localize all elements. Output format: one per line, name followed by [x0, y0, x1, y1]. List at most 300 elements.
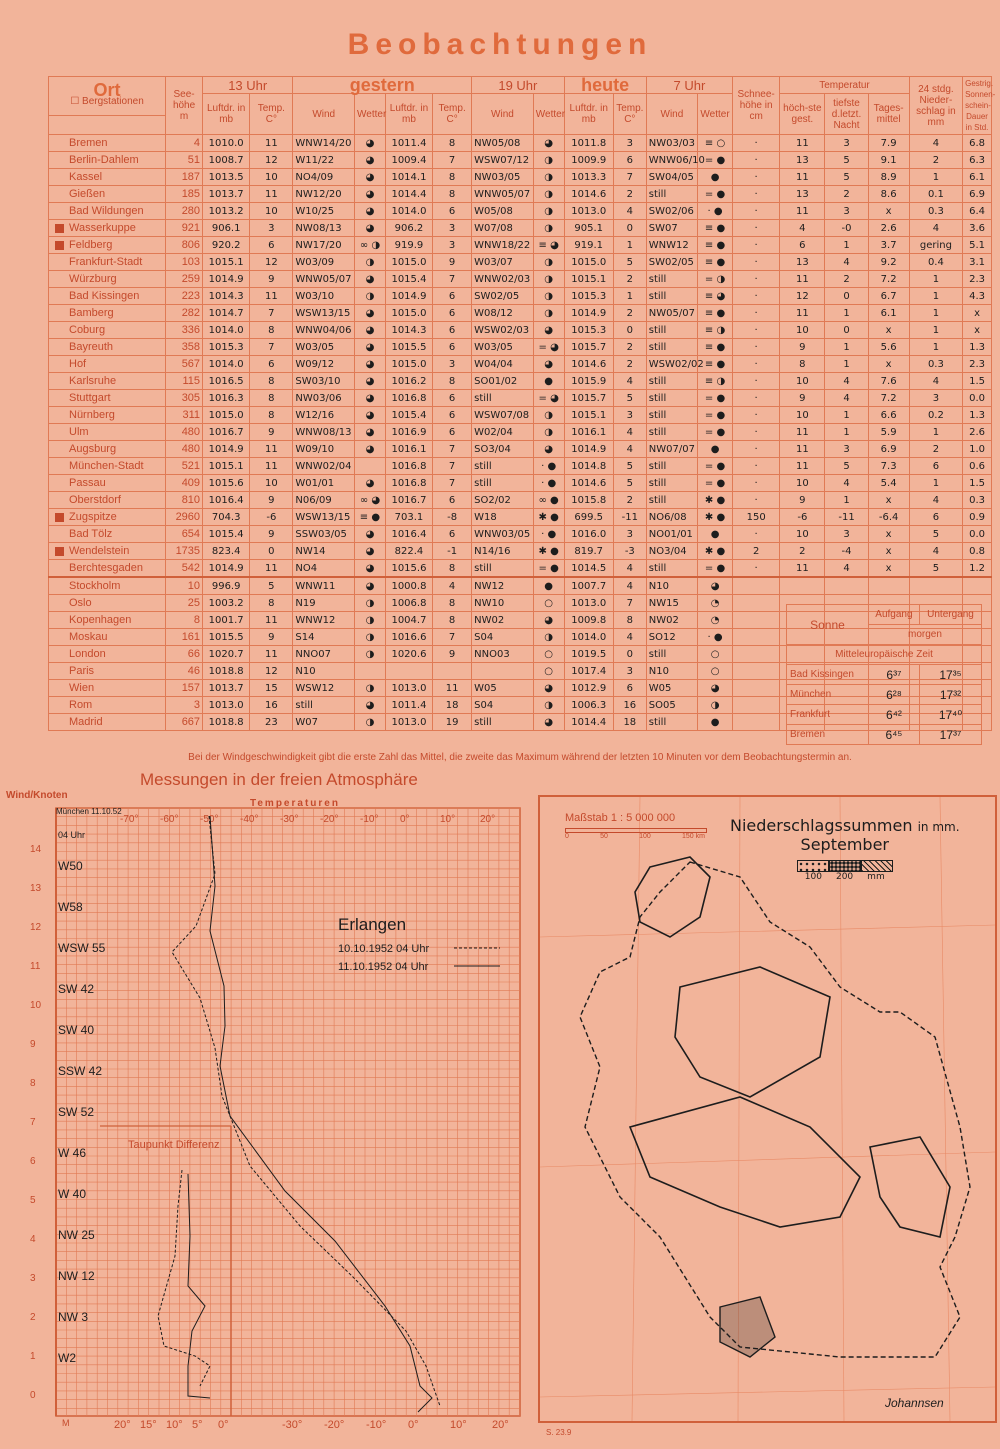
station-name: Würzburg — [49, 271, 166, 288]
sun-rise: 6⁴⁵ — [868, 725, 919, 745]
cell-tm: 7.3 — [868, 458, 909, 475]
cell-t19: 7 — [433, 475, 472, 492]
cell-ns: 0.4 — [909, 254, 962, 271]
dewpoint-tick: 10° — [166, 1419, 183, 1431]
sun-row — [787, 665, 982, 685]
station-altitude: 10 — [166, 577, 203, 595]
cell-p19: 1016.8 — [385, 458, 432, 475]
cell-sn: · — [733, 169, 780, 186]
cell-w13: NO4 — [293, 560, 355, 578]
top-temp-tick: -70° — [120, 814, 139, 825]
wind-19: Wind — [472, 94, 534, 135]
cell-ns: gering — [909, 237, 962, 254]
corner-label-2: 04 Uhr — [58, 830, 86, 840]
cell-w19: W03/07 — [472, 254, 534, 271]
cell-x13: ◕ — [355, 526, 386, 543]
cell-w19: still — [472, 458, 534, 475]
cell-x7: = ● — [698, 390, 733, 407]
cell-tm: 2.6 — [868, 220, 909, 237]
cell-w19: WSW02/03 — [472, 322, 534, 339]
cell-t7: 0 — [613, 220, 646, 237]
cell-t19: 9 — [433, 254, 472, 271]
cell-hi: 10 — [780, 475, 825, 492]
atmo-title: Messungen in der freien Atmosphäre — [140, 770, 418, 789]
station-altitude: 25 — [166, 595, 203, 612]
cell-x19: ○ — [533, 595, 564, 612]
scale-tick-3: 150 km — [682, 833, 705, 840]
cell-w7: WNW06/10 — [646, 152, 697, 169]
signature: Johannsen — [885, 1396, 944, 1410]
cell-p7: 1015.7 — [564, 390, 613, 407]
cell-tm: x — [868, 526, 909, 543]
cell-ns: 0.3 — [909, 203, 962, 220]
station-altitude: 480 — [166, 424, 203, 441]
cell-p13: 1014.9 — [203, 560, 250, 578]
cell-t7: 6 — [613, 152, 646, 169]
cell-p13: 823.4 — [203, 543, 250, 560]
cell-sd: x — [963, 322, 992, 339]
cell-t13: 11 — [250, 441, 293, 458]
cell-x13: ◕ — [355, 577, 386, 595]
cell-w13: still — [293, 697, 355, 714]
cell-x19: ◑ — [533, 629, 564, 646]
cell-t19: 6 — [433, 424, 472, 441]
station-name: Bayreuth — [49, 339, 166, 356]
cell-sn: · — [733, 322, 780, 339]
cell-p19: 1004.7 — [385, 612, 432, 629]
station-name: Stuttgart — [49, 390, 166, 407]
table-row — [49, 424, 992, 441]
cell-p19: 1015.0 — [385, 356, 432, 373]
temp-19: Temp. C° — [433, 94, 472, 135]
sun-table — [786, 604, 982, 745]
cell-sd: 1.3 — [963, 339, 992, 356]
cell-sd: 6.4 — [963, 203, 992, 220]
cell-p19: 1015.0 — [385, 305, 432, 322]
cell-x7: ● — [698, 441, 733, 458]
cell-x13: ◕ — [355, 407, 386, 424]
cell-sd: 1.2 — [963, 560, 992, 578]
cell-t19: 7 — [433, 271, 472, 288]
cell-x19: ≡ ◕ — [533, 237, 564, 254]
cell-w13: NW14 — [293, 543, 355, 560]
cell-x7: ◑ — [698, 697, 733, 714]
cell-sn — [733, 577, 780, 595]
cell-t7: 6 — [613, 680, 646, 697]
cell-w13: W09/10 — [293, 441, 355, 458]
cell-hi: 8 — [780, 356, 825, 373]
temp-curve-1110 — [210, 816, 432, 1412]
cell-x7: · ● — [698, 203, 733, 220]
cell-t19: -1 — [433, 543, 472, 560]
cell-t19: 4 — [433, 577, 472, 595]
cell-p19: 1016.1 — [385, 441, 432, 458]
cell-t19: 8 — [433, 186, 472, 203]
cell-t19: 6 — [433, 492, 472, 509]
cell-p13: 1015.6 — [203, 475, 250, 492]
cell-p7: 1007.7 — [564, 577, 613, 595]
cell-t7: 7 — [613, 595, 646, 612]
cell-sd: 6.1 — [963, 169, 992, 186]
station-altitude: 654 — [166, 526, 203, 543]
cell-t13: 8 — [250, 390, 293, 407]
cell-hi: 9 — [780, 492, 825, 509]
cell-w19: NNO03 — [472, 646, 534, 663]
cell-t13: 12 — [250, 663, 293, 680]
cell-w13: W07 — [293, 714, 355, 731]
station-name: Oslo — [49, 595, 166, 612]
table-row — [49, 492, 992, 509]
cell-ns: 1 — [909, 288, 962, 305]
cell-w7: still — [646, 186, 697, 203]
cell-ns: 1 — [909, 475, 962, 492]
cell-w19: SO3/04 — [472, 441, 534, 458]
temperatur-header: Temperatur — [780, 77, 909, 94]
sun-city: München — [787, 685, 869, 705]
cell-t13: 7 — [250, 339, 293, 356]
hoechste-header: höch-ste gest. — [780, 94, 825, 135]
cell-hi: 11 — [780, 203, 825, 220]
cell-p7: 1009.9 — [564, 152, 613, 169]
sun-zone: Mitteleuropäische Zeit — [787, 645, 982, 665]
cell-t13: -6 — [250, 509, 293, 526]
legend-tick-2: mm — [867, 872, 885, 882]
sun-row — [787, 705, 982, 725]
cell-sd — [963, 577, 992, 595]
cell-t19: 6 — [433, 305, 472, 322]
wind-note: Bei der Windgeschwindigkeit gibt die erste Zahl das Mittel, die zweite das Maximum während der letzten 10 Minuten vor dem Beobachtungstermin an. — [188, 752, 852, 763]
cell-t19: 6 — [433, 288, 472, 305]
cell-p19: 1009.4 — [385, 152, 432, 169]
cell-t7: 5 — [613, 458, 646, 475]
cell-sn: · — [733, 305, 780, 322]
cell-ns: 1 — [909, 339, 962, 356]
table-row — [49, 135, 992, 152]
cell-ns: 3 — [909, 390, 962, 407]
cell-t7: 2 — [613, 339, 646, 356]
cell-p13: 1014.7 — [203, 305, 250, 322]
atmo-grid — [56, 808, 520, 1416]
cell-t13: 8 — [250, 373, 293, 390]
schnee-header: Schnee-höhe in cm — [733, 77, 780, 135]
cell-p13: 704.3 — [203, 509, 250, 526]
cell-t13: 11 — [250, 135, 293, 152]
cell-t7: 4 — [613, 424, 646, 441]
sonne-header: Gestrig. Sonnen-schein-Dauer in Std. — [963, 77, 992, 135]
station-altitude: 8 — [166, 612, 203, 629]
sun-city: Frankfurt — [787, 705, 869, 725]
height-tick: 6 — [30, 1156, 36, 1167]
map-precip-area-4 — [870, 1137, 950, 1237]
top-temp-tick: 10° — [440, 814, 456, 825]
cell-x13: ◕ — [355, 186, 386, 203]
bottom-temp-tick: -10° — [366, 1419, 387, 1431]
station-altitude: 521 — [166, 458, 203, 475]
cell-hi: 10 — [780, 373, 825, 390]
ort-spacer — [49, 116, 166, 135]
cell-t13: 8 — [250, 595, 293, 612]
cell-ns: 5 — [909, 526, 962, 543]
cell-hi: 11 — [780, 458, 825, 475]
luftdr-7: Luftdr. in mb — [564, 94, 613, 135]
cell-w7: still — [646, 560, 697, 578]
cell-t7: 8 — [613, 612, 646, 629]
cell-x13: ◕ — [355, 356, 386, 373]
cell-lo: 1 — [825, 492, 868, 509]
cell-w7: NO6/08 — [646, 509, 697, 526]
cell-p19: 1016.8 — [385, 390, 432, 407]
cell-w19: S04 — [472, 629, 534, 646]
height-tick: 5 — [30, 1195, 36, 1206]
height-tick: 11 — [30, 961, 41, 972]
cell-w19 — [472, 663, 534, 680]
cell-x19: ✱ ● — [533, 543, 564, 560]
cell-hi: 11 — [780, 135, 825, 152]
cell-sd: 0.3 — [963, 492, 992, 509]
scale-tick-1: 50 — [600, 833, 608, 840]
cell-x13 — [355, 663, 386, 680]
cell-t7: 5 — [613, 254, 646, 271]
cell-p7: 1015.0 — [564, 254, 613, 271]
cell-w7: NW15 — [646, 595, 697, 612]
cell-lo: 5 — [825, 458, 868, 475]
cell-x7: = ● — [698, 475, 733, 492]
cell-t19: 8 — [433, 612, 472, 629]
cell-x13: ◕ — [355, 441, 386, 458]
height-tick: 10 — [30, 1000, 42, 1011]
cell-x19: ◑ — [533, 152, 564, 169]
cell-tm: -6.4 — [868, 509, 909, 526]
station-altitude: 567 — [166, 356, 203, 373]
cell-t13: 10 — [250, 203, 293, 220]
cell-w7: SW02/05 — [646, 254, 697, 271]
cell-hi: 11 — [780, 305, 825, 322]
station-altitude: 1735 — [166, 543, 203, 560]
cell-x7: ● — [698, 169, 733, 186]
station-name: Moskau — [49, 629, 166, 646]
cell-x19: · ● — [533, 458, 564, 475]
cell-w19: still — [472, 560, 534, 578]
cell-hi: 10 — [780, 526, 825, 543]
temp-axis-label: Temperaturen — [250, 798, 340, 809]
cell-t19: 6 — [433, 203, 472, 220]
station-altitude: 480 — [166, 441, 203, 458]
cell-sd: 1.5 — [963, 373, 992, 390]
top-temp-tick: -60° — [160, 814, 179, 825]
cell-x19: ◑ — [533, 288, 564, 305]
cell-t19: 7 — [433, 152, 472, 169]
luftdr-19: Luftdr. in mb — [385, 94, 432, 135]
cell-p7: 1015.7 — [564, 339, 613, 356]
cell-lo: 4 — [825, 373, 868, 390]
cell-p13: 1013.5 — [203, 169, 250, 186]
scale-tick-0: 0 — [565, 833, 569, 840]
cell-t7: 2 — [613, 305, 646, 322]
cell-x7: ◕ — [698, 577, 733, 595]
cell-w19: W05/08 — [472, 203, 534, 220]
cell-t19: 7 — [433, 441, 472, 458]
cell-t19: 9 — [433, 646, 472, 663]
cell-t19: 6 — [433, 390, 472, 407]
cell-p7: 1014.9 — [564, 441, 613, 458]
cell-x13: ◑ — [355, 680, 386, 697]
cell-sd: 2.3 — [963, 271, 992, 288]
legend-tick-1: 200 — [835, 872, 854, 882]
cell-p13: 920.2 — [203, 237, 250, 254]
cell-sn: 2 — [733, 543, 780, 560]
cell-t13: 0 — [250, 543, 293, 560]
cell-w13: WNW05/07 — [293, 271, 355, 288]
station-name: Kopenhagen — [49, 612, 166, 629]
map-precip-area-5 — [720, 1297, 775, 1357]
cell-t7: 2 — [613, 492, 646, 509]
sun-label: Sonne — [787, 605, 869, 645]
cell-w19: NW10 — [472, 595, 534, 612]
temp-7: Temp. C° — [613, 94, 646, 135]
station-name: London — [49, 646, 166, 663]
cell-w13: NO4/09 — [293, 169, 355, 186]
cell-w7: NW02 — [646, 612, 697, 629]
table-row — [49, 407, 992, 424]
cell-sn: · — [733, 407, 780, 424]
cell-w19: W04/04 — [472, 356, 534, 373]
cell-x19: ◕ — [533, 356, 564, 373]
cell-x19: ◑ — [533, 220, 564, 237]
cell-sn: · — [733, 186, 780, 203]
sun-rise: 6³⁷ — [868, 665, 919, 685]
cell-tm — [868, 577, 909, 595]
legend-2: 11.10.1952 04 Uhr — [338, 961, 429, 973]
table-row — [49, 560, 992, 578]
station-altitude: 3 — [166, 697, 203, 714]
cell-ns: 1 — [909, 271, 962, 288]
cell-sd: 0.0 — [963, 526, 992, 543]
cell-w19: W02/04 — [472, 424, 534, 441]
cell-w7: N10 — [646, 577, 697, 595]
cell-t7: 5 — [613, 475, 646, 492]
cell-p19: 1006.8 — [385, 595, 432, 612]
cell-w19: W05 — [472, 680, 534, 697]
cell-t19: 8 — [433, 135, 472, 152]
cell-w7: still — [646, 475, 697, 492]
cell-t19: 18 — [433, 697, 472, 714]
cell-tm: 5.4 — [868, 475, 909, 492]
cell-sn: · — [733, 152, 780, 169]
cell-x7: · ● — [698, 629, 733, 646]
cell-t7: 1 — [613, 237, 646, 254]
table-row — [49, 305, 992, 322]
cell-sn: 150 — [733, 509, 780, 526]
table-row — [49, 543, 992, 560]
cell-t13: 11 — [250, 560, 293, 578]
cell-x7: = ● — [698, 458, 733, 475]
height-tick: 14 — [30, 844, 42, 855]
station-name: Ulm — [49, 424, 166, 441]
cell-p13: 1014.0 — [203, 356, 250, 373]
cell-ns: 1 — [909, 424, 962, 441]
cell-lo: 4 — [825, 390, 868, 407]
cell-w13: W03/05 — [293, 339, 355, 356]
cell-w19: WSW07/08 — [472, 407, 534, 424]
cell-p19: 1014.3 — [385, 322, 432, 339]
top-temp-tick: -30° — [280, 814, 299, 825]
cell-w13: W09/12 — [293, 356, 355, 373]
cell-ns: 4 — [909, 135, 962, 152]
cell-x19: ● — [533, 577, 564, 595]
cell-x13: ◑ — [355, 612, 386, 629]
tiefste-header: tiefste d.letzt. Nacht — [825, 94, 868, 135]
wetter-13: Wetter — [355, 94, 386, 135]
cell-x19: ◕ — [533, 714, 564, 731]
height-tick: 9 — [30, 1039, 36, 1050]
cell-sn — [733, 629, 780, 646]
station-altitude: 280 — [166, 203, 203, 220]
cell-sn — [733, 714, 780, 731]
station-name: Madrid — [49, 714, 166, 731]
cell-w13: NW12/20 — [293, 186, 355, 203]
cell-sn — [733, 612, 780, 629]
cell-tm: 7.9 — [868, 135, 909, 152]
cell-w13: W11/22 — [293, 152, 355, 169]
cell-w19: SO01/02 — [472, 373, 534, 390]
cell-w13: WNW12 — [293, 612, 355, 629]
table-row — [49, 271, 992, 288]
cell-x19: · ● — [533, 526, 564, 543]
cell-t19: 8 — [433, 169, 472, 186]
h13-header: 13 Uhr — [203, 77, 293, 94]
cell-x7: ◔ — [698, 595, 733, 612]
cell-w19: WNW03/05 — [472, 526, 534, 543]
station-altitude: 187 — [166, 169, 203, 186]
atmosphere-chart — [0, 786, 530, 1449]
cell-t13: 8 — [250, 407, 293, 424]
station-altitude: 667 — [166, 714, 203, 731]
station-altitude: 311 — [166, 407, 203, 424]
station-name: Stockholm — [49, 577, 166, 595]
cell-p7: 1014.8 — [564, 458, 613, 475]
cell-t13: 5 — [250, 577, 293, 595]
sun-set: 17⁴⁰ — [919, 705, 981, 725]
cell-x13: ◕ — [355, 152, 386, 169]
cell-x13: ≡ ● — [355, 509, 386, 526]
cell-p19: 1016.8 — [385, 475, 432, 492]
table-row — [49, 356, 992, 373]
cell-p13: 1015.5 — [203, 629, 250, 646]
cell-x7: = ● — [698, 560, 733, 578]
cell-p7: 1015.9 — [564, 373, 613, 390]
station-name: Kassel — [49, 169, 166, 186]
luftdr-13: Luftdr. in mb — [203, 94, 250, 135]
table-row — [49, 254, 992, 271]
cell-ns: 4 — [909, 373, 962, 390]
cell-p13: 1016.3 — [203, 390, 250, 407]
heute-header: heute — [564, 77, 646, 94]
cell-w19: SW02/05 — [472, 288, 534, 305]
station-altitude: 4 — [166, 135, 203, 152]
cell-w19: WSW07/12 — [472, 152, 534, 169]
cell-w7: WSW02/02 — [646, 356, 697, 373]
sun-row — [787, 725, 982, 745]
cell-sn — [733, 697, 780, 714]
cell-x13 — [355, 458, 386, 475]
table-row — [49, 220, 992, 237]
cell-x7: ○ — [698, 646, 733, 663]
cell-x7: ≡ ● — [698, 220, 733, 237]
cell-p13: 1014.9 — [203, 271, 250, 288]
cell-w7: NW07/07 — [646, 441, 697, 458]
cell-x13: ◕ — [355, 322, 386, 339]
cell-p19: 906.2 — [385, 220, 432, 237]
